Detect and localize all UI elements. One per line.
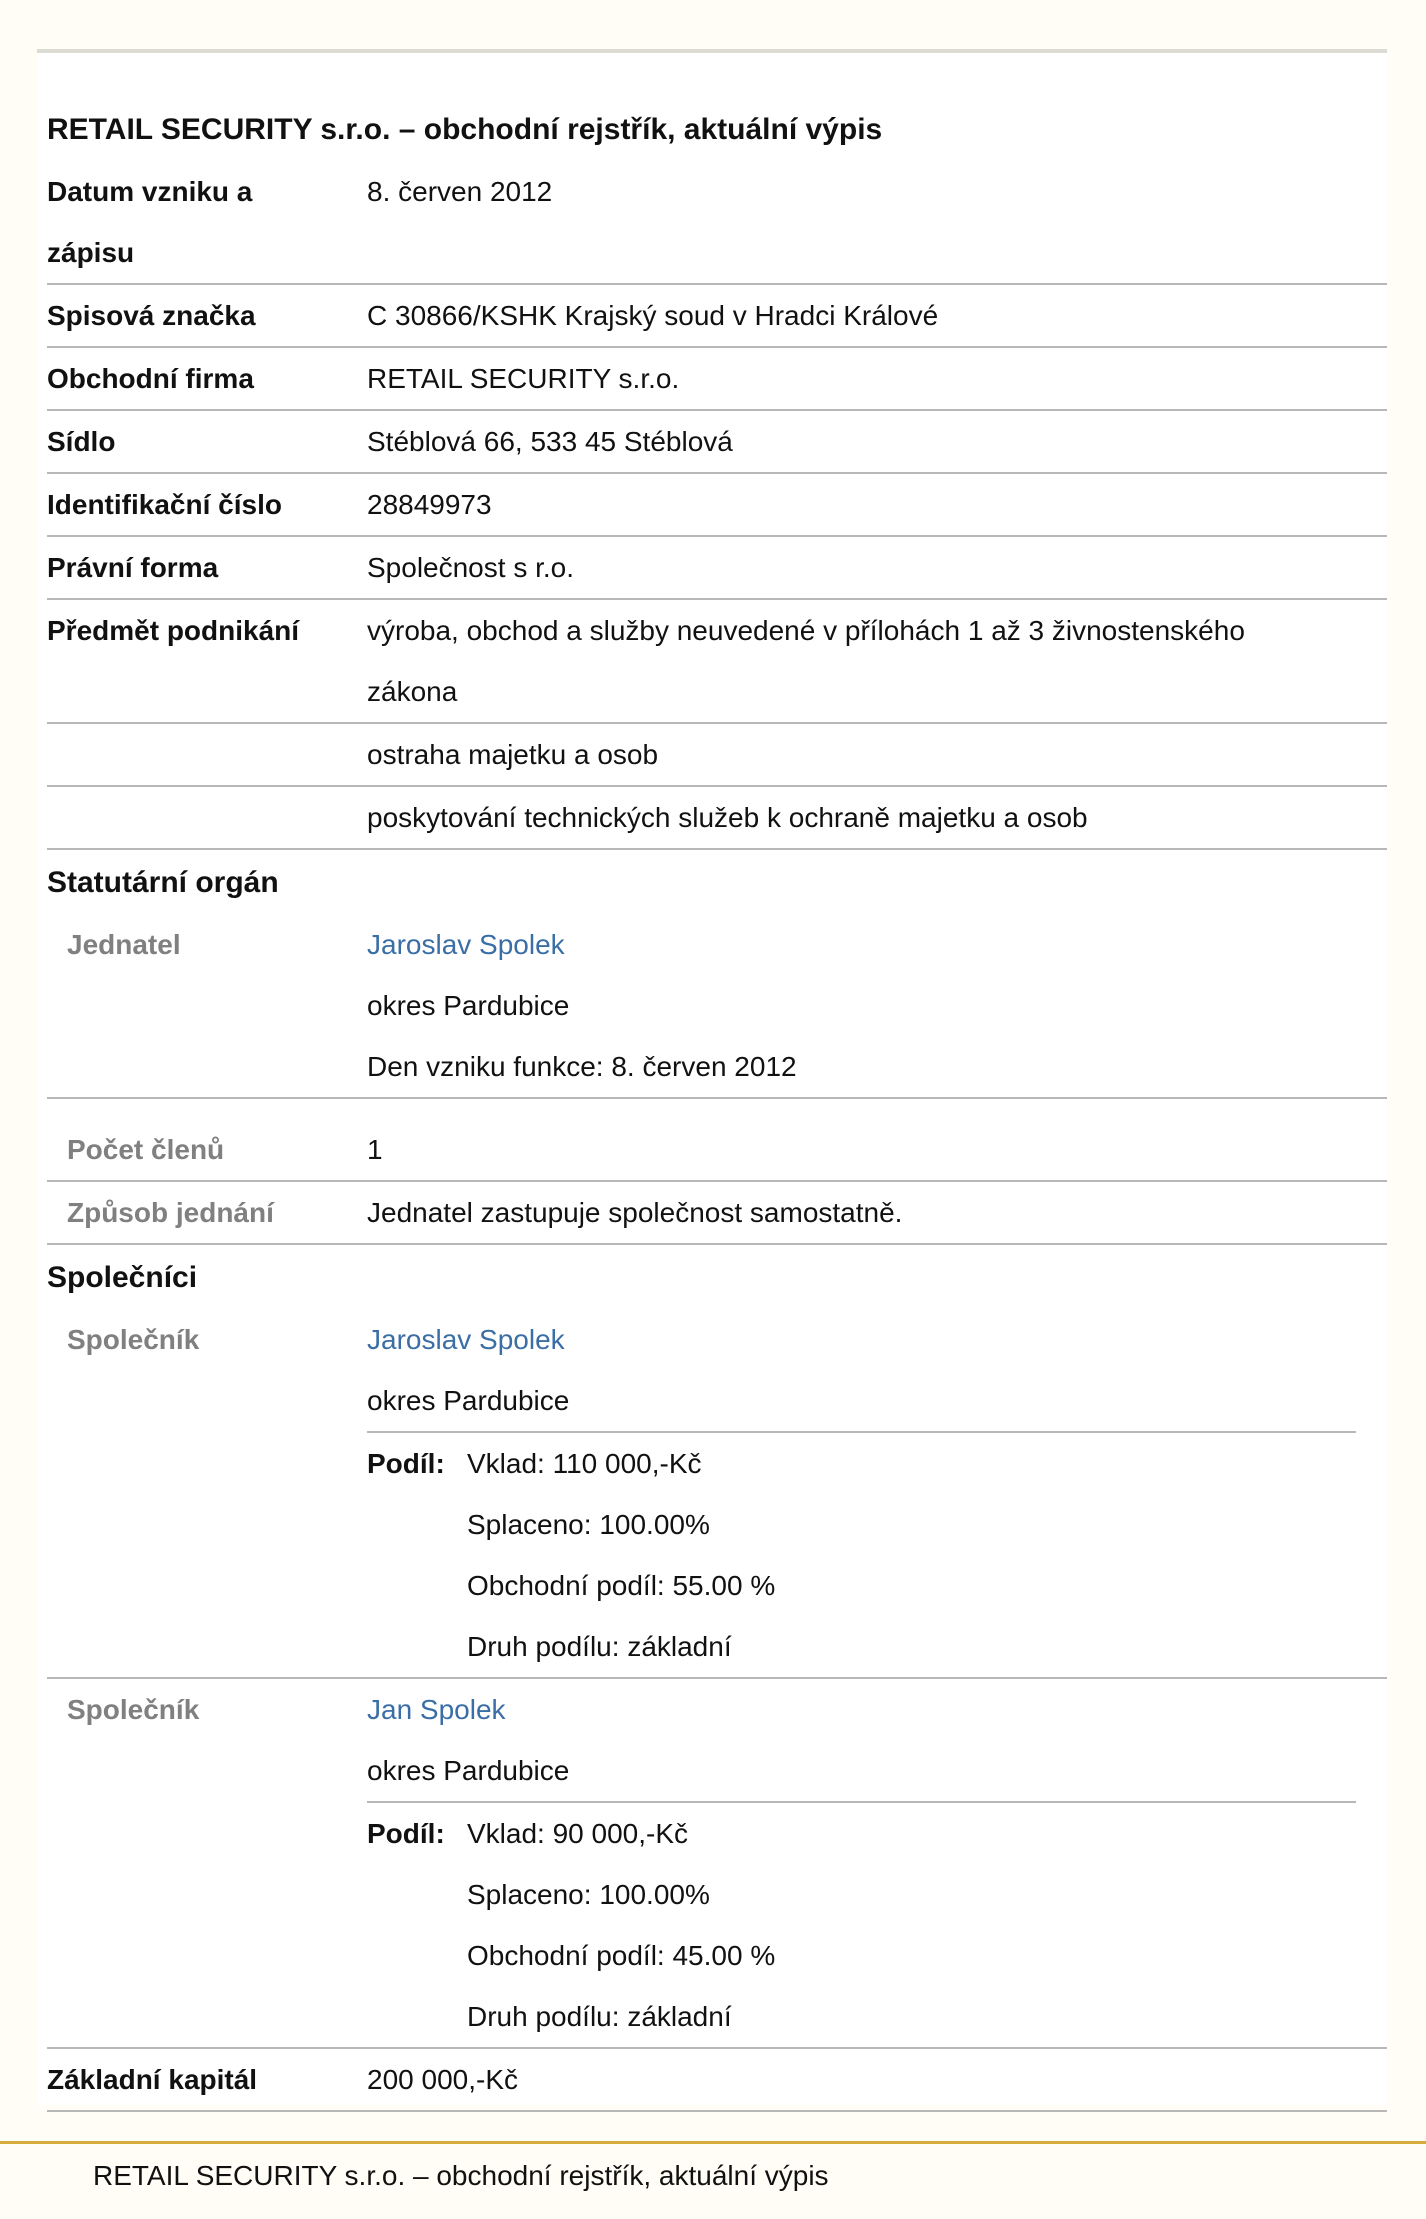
row-pravni-forma: [47, 537, 1387, 600]
share-label: Podíl:: [367, 1818, 445, 1849]
person-district: okres Pardubice: [367, 1755, 570, 1786]
share-splaceno: Splaceno: 100.00%: [467, 1879, 710, 1910]
row-zpusob-jednani: [47, 1182, 1387, 1245]
row-value: výroba, obchod a služby neuvedené v přílohách 1 až 3 živnostenského zákona: [367, 615, 1245, 707]
row-label: Právní forma: [47, 552, 219, 583]
row-datum-vzniku: [47, 161, 1387, 285]
footer: [0, 2141, 1426, 2219]
row-spolecnik-1: [47, 1309, 1387, 1679]
row-value: [367, 914, 1387, 1097]
row-value: RETAIL SECURITY s.r.o.: [367, 363, 680, 394]
person-district: okres Pardubice: [367, 1385, 570, 1416]
footer-title: RETAIL SECURITY s.r.o. – obchodní rejstřík, aktuální výpis: [93, 2160, 829, 2191]
row-label: Sídlo: [47, 426, 116, 457]
row-label: Způsob jednání: [67, 1197, 274, 1228]
row-obchodni-firma: [47, 348, 1387, 411]
function-since: Den vzniku funkce: 8. červen 2012: [367, 1051, 797, 1082]
row-value: 8. červen 2012: [367, 176, 553, 207]
row-value: 28849973: [367, 489, 492, 520]
share-block: [367, 1801, 1356, 2047]
row-label: Počet členů: [67, 1134, 225, 1165]
row-value: poskytování technických služeb k ochraně majetku a osob: [367, 802, 1088, 833]
row-predmet-podnikani-3: [47, 787, 1387, 850]
share-splaceno: Splaceno: 100.00%: [467, 1509, 710, 1540]
share-podil: Obchodní podíl: 45.00 %: [467, 1940, 776, 1971]
page-title: RETAIL SECURITY s.r.o. – obchodní rejstřík, aktuální výpis: [47, 113, 883, 146]
row-sidlo: [47, 411, 1387, 474]
share-label: Podíl:: [367, 1448, 445, 1479]
document-page: [37, 49, 1387, 2105]
row-value: Jednatel zastupuje společnost samostatně.: [367, 1197, 903, 1228]
share-podil: Obchodní podíl: 55.00 %: [467, 1570, 776, 1601]
share-vklad: Vklad: 90 000,-Kč: [467, 1818, 689, 1849]
row-value: 1: [367, 1134, 383, 1165]
row-label: Společník: [67, 1324, 200, 1355]
person-link[interactable]: Jaroslav Spolek: [367, 929, 565, 960]
section-heading-statutarni: Statutární orgán: [47, 866, 279, 899]
row-label: Datum vzniku a zápisu: [47, 176, 253, 268]
row-spolecnik-2: [47, 1679, 1387, 2049]
row-label: Základní kapitál: [47, 2064, 258, 2095]
row-zakladni-kapital: [47, 2049, 1387, 2112]
person-district: okres Pardubice: [367, 990, 570, 1021]
row-label: Společník: [67, 1694, 200, 1725]
person-link[interactable]: Jan Spolek: [367, 1694, 506, 1725]
row-label: Obchodní firma: [47, 363, 254, 394]
row-value: C 30866/KSHK Krajský soud v Hradci Králové: [367, 300, 939, 331]
row-value: [367, 1679, 1387, 2047]
row-value: Společnost s r.o.: [367, 552, 575, 583]
section-heading-spolecnici: Společníci: [47, 1261, 198, 1294]
row-jednatel: [47, 914, 1387, 1099]
row-label: Jednatel: [67, 929, 181, 960]
row-value: Stéblová 66, 533 45 Stéblová: [367, 426, 733, 457]
row-spisova-znacka: [47, 285, 1387, 348]
row-predmet-podnikani-2: [47, 724, 1387, 787]
person-link[interactable]: Jaroslav Spolek: [367, 1324, 565, 1355]
row-value: [367, 1309, 1387, 1677]
row-label: Spisová značka: [47, 300, 256, 331]
share-block: [367, 1431, 1356, 1677]
share-druh: Druh podílu: základní: [467, 2001, 732, 2032]
row-pocet-clenu: [47, 1099, 1387, 1182]
share-vklad: Vklad: 110 000,-Kč: [467, 1448, 702, 1479]
share-druh: Druh podílu: základní: [467, 1631, 732, 1662]
row-predmet-podnikani: [47, 600, 1387, 724]
row-value: 200 000,-Kč: [367, 2064, 518, 2095]
registry-extract: [47, 101, 1387, 2112]
row-label: Předmět podnikání: [47, 615, 300, 646]
row-value: ostraha majetku a osob: [367, 739, 659, 770]
row-ico: [47, 474, 1387, 537]
row-label: Identifikační číslo: [47, 489, 282, 520]
